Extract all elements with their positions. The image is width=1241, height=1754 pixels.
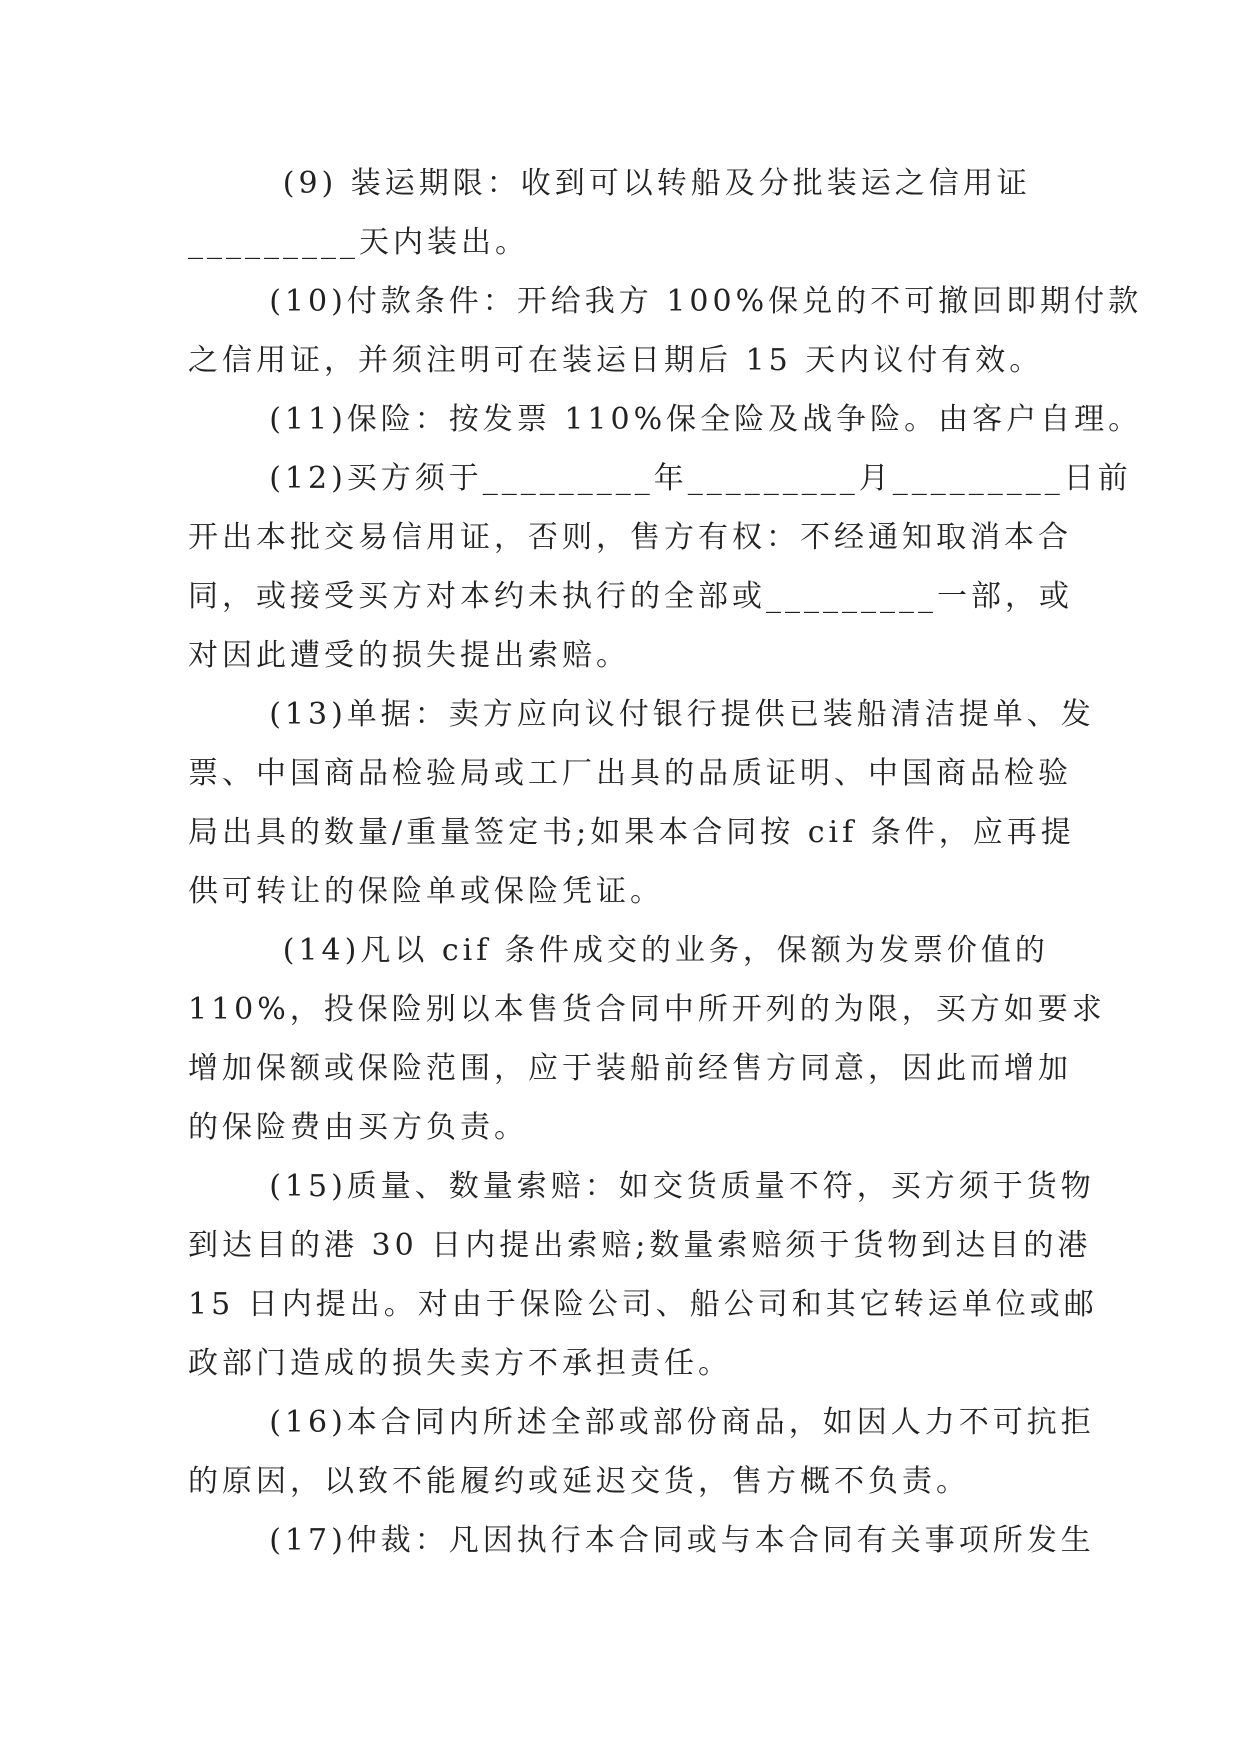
text-line: 同，或接受买方对本约未执行的全部或_________一部，或 — [188, 579, 1073, 614]
text-line: 的保险费由买方负责。 — [188, 1110, 528, 1145]
text-line: (17)仲裁：凡因执行本合同或与本合同有关事项所发生 — [188, 1523, 1095, 1558]
text-line: (16)本合同内所述全部或部份商品，如因人力不可抗拒 — [188, 1405, 1095, 1440]
contract-clauses-text — [188, 154, 1143, 1570]
text-line: 开出本批交易信用证，否则，售方有权：不经通知取消本合 — [188, 520, 1072, 555]
text-line: (12)买方须于_________年_________月_________日前 — [188, 461, 1132, 496]
text-line: 对因此遭受的损失提出索赔。 — [188, 638, 630, 673]
text-line: 之信用证，并须注明可在装运日期后 15 天内议付有效。 — [188, 343, 1044, 378]
text-line: _________天内装出。 — [188, 225, 529, 260]
text-line: 局出具的数量/重量签定书;如果本合同按 cif 条件，应再提 — [188, 815, 1075, 850]
text-line: 到达目的港 30 日内提出索赔;数量索赔须于货物到达目的港 — [188, 1228, 1092, 1263]
text-line: 的原因，以致不能履约或延迟交货，售方概不负责。 — [188, 1464, 970, 1499]
text-line: 票、中国商品检验局或工厂出具的品质证明、中国商品检验 — [188, 756, 1072, 791]
text-line: (11)保险：按发票 110%保全险及战争险。由客户自理。 — [188, 402, 1143, 437]
text-line: (10)付款条件：开给我方 100%保兑的不可撤回即期付款 — [188, 284, 1143, 319]
text-line: 110%，投保险别以本售货合同中所开列的为限，买方如要求 — [188, 992, 1106, 1027]
text-line: 政部门造成的损失卖方不承担责任。 — [188, 1346, 732, 1381]
text-line: (13)单据：卖方应向议付银行提供已装船清洁提单、发 — [188, 697, 1095, 732]
text-line: 增加保额或保险范围，应于装船前经售方同意，因此而增加 — [188, 1051, 1072, 1086]
text-line: 供可转让的保险单或保险凭证。 — [188, 874, 664, 909]
text-line: (15)质量、数量索赔：如交货质量不符，买方须于货物 — [188, 1169, 1095, 1204]
text-line: (9) 装运期限：收到可以转船及分批装运之信用证 — [188, 166, 1031, 201]
text-line: 15 日内提出。对由于保险公司、船公司和其它转运单位或邮 — [188, 1287, 1098, 1322]
text-line: (14)凡以 cif 条件成交的业务，保额为发票价值的 — [188, 933, 1049, 968]
